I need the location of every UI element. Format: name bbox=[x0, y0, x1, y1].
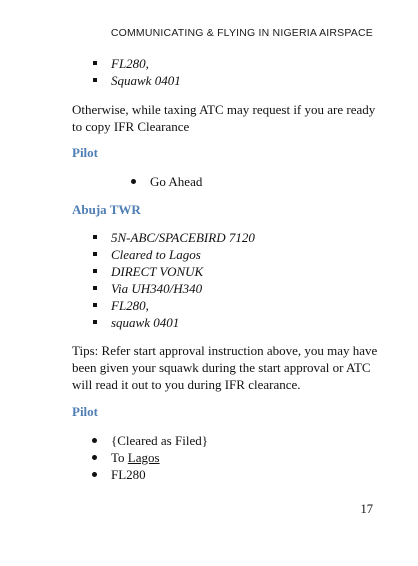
list-item: Squawk 0401 bbox=[111, 73, 181, 88]
list-item: Go Ahead bbox=[150, 174, 203, 189]
pilot-reply-list bbox=[150, 173, 202, 190]
pilot-heading: Pilot bbox=[72, 145, 98, 160]
tips-paragraph: Tips: Refer start approval instruction above, you may have been given your squawk during the start approval or ATC will read it out to you during IFR clearance. bbox=[72, 343, 378, 392]
list-item: FL280 bbox=[111, 466, 208, 483]
pilot-readback-list bbox=[111, 432, 208, 483]
list-item: FL280, bbox=[111, 55, 181, 72]
taxi-clearance-paragraph: Otherwise, while taxing ATC may request if you are ready to copy IFR Clearance bbox=[72, 102, 376, 134]
list-item bbox=[111, 449, 208, 466]
list-item: Cleared to Lagos bbox=[111, 246, 255, 263]
list-item: FL280, bbox=[111, 297, 255, 314]
page-number: 17 bbox=[360, 502, 373, 516]
ifr-clearance-list bbox=[111, 229, 255, 331]
list-item: DIRECT VONUK bbox=[111, 263, 255, 280]
list-item-prefix: To bbox=[111, 450, 128, 465]
tower-heading: Abuja TWR bbox=[72, 202, 141, 217]
list-item: Via UH340/H340 bbox=[111, 280, 255, 297]
list-item: squawk 0401 bbox=[111, 314, 255, 331]
flight-level-squawk-list bbox=[111, 55, 181, 89]
destination-word: Lagos bbox=[127, 450, 160, 465]
list-item: 5N-ABC/SPACEBIRD 7120 bbox=[111, 230, 255, 245]
running-header: COMMUNICATING & FLYING IN NIGERIA AIRSPACE bbox=[110, 27, 373, 39]
pilot-heading: Pilot bbox=[72, 404, 98, 419]
list-item: {Cleared as Filed} bbox=[111, 433, 208, 448]
